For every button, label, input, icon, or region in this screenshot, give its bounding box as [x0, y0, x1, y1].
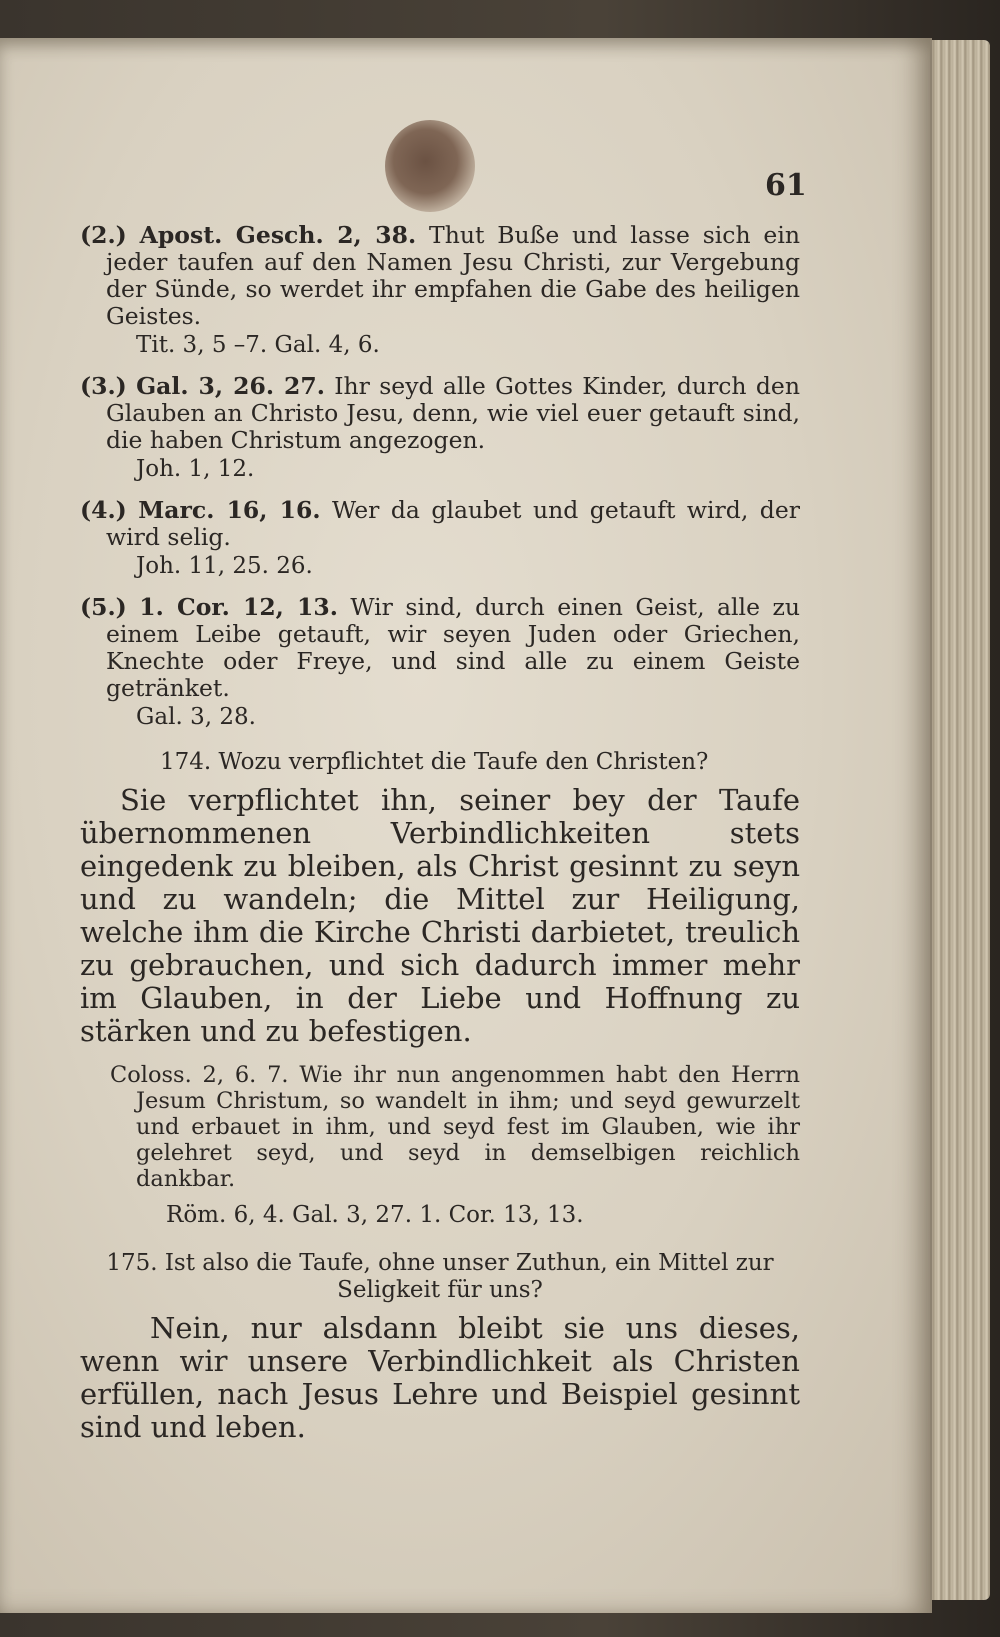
answer-174: Sie verpflichtet ihn, seiner bey der Taufe übernommenen Verbindlichkeiten stets eingedenk zu bleiben, als Christ gesinnt zu seyn und zu wandeln; die Mittel zur Heiligung, welche ihm die Kirche Christi darbietet, treulich zu gebrauchen, und sich dadurch immer mehr im Glauben, in der Liebe und Hoffnung zu stärken und zu befestigen.	[80, 783, 800, 1048]
footnote-reference: Apost. Gesch. 2, 38.	[139, 221, 417, 249]
question-175: 175. Ist also die Taufe, ohne unser Zuthun, ein Mittel zur Seligkeit für uns?	[106, 1250, 774, 1303]
page-content	[80, 222, 800, 1458]
quote-reference: Coloss. 2, 6. 7.	[110, 1062, 289, 1088]
footnote-4	[80, 497, 800, 580]
footnote-number: (5.)	[80, 593, 127, 621]
quote-cross-references: Röm. 6, 4. Gal. 3, 27. 1. Cor. 13, 13.	[166, 1202, 584, 1228]
footnote-text: Wer da glaubet und getauft wird, der wird selig.	[106, 496, 800, 551]
footnote-cross-references: Gal. 3, 28.	[136, 704, 256, 730]
quote-text: Wie ihr nun angenommen habt den Herrn Jesum Christum, so wandelt in ihm; und seyd gewurzelt und erbauet in ihm, und seyd fest im Glauben, wie ihr gelehret seyd, und seyd in demselbigen reichlich dankbar.	[136, 1062, 800, 1192]
footnote-text: Thut Buße und lasse sich ein jeder taufen auf den Namen Jesu Christi, zur Vergebung der Sünde, so werdet ihr empfahen die Gabe des heiligen Geistes.	[106, 221, 800, 330]
footnote-text: Ihr seyd alle Gottes Kinder, durch den Glauben an Christo Jesu, denn, wie viel euer getauft sind, die haben Christum angezogen.	[106, 372, 800, 454]
answer-175: Nein, nur alsdann bleibt sie uns dieses, wenn wir unsere Verbindlichkeit als Christen erfüllen, nach Jesus Lehre und Beispiel gesinnt sind und leben.	[80, 1311, 800, 1444]
footnote-3	[80, 373, 800, 483]
footnote-cross-references: Joh. 11, 25. 26.	[136, 553, 313, 579]
stain-mark	[385, 120, 475, 212]
footnote-cross-references: Joh. 1, 12.	[136, 456, 255, 482]
footnote-reference: Marc. 16, 16.	[138, 496, 321, 524]
footnote-text: Wir sind, durch einen Geist, alle zu einem Leibe getauft, wir seyen Juden oder Griechen, Knechte oder Freye, und sind alle zu einem Geiste getränket.	[106, 593, 800, 702]
footnote-2	[80, 222, 800, 359]
footnote-reference: Gal. 3, 26. 27.	[136, 372, 325, 400]
footnote-reference: 1. Cor. 12, 13.	[139, 593, 338, 621]
question-174: 174. Wozu verpflichtet die Taufe den Christen?	[160, 749, 709, 775]
page-number: 61	[765, 168, 807, 203]
footnote-number: (4.)	[80, 496, 127, 524]
footnote-5	[80, 594, 800, 731]
footnote-number: (2.)	[80, 221, 127, 249]
footnote-number: (3.)	[80, 372, 127, 400]
footnote-cross-references: Tit. 3, 5 –7. Gal. 4, 6.	[136, 332, 380, 358]
scripture-quote-174	[80, 1062, 800, 1228]
